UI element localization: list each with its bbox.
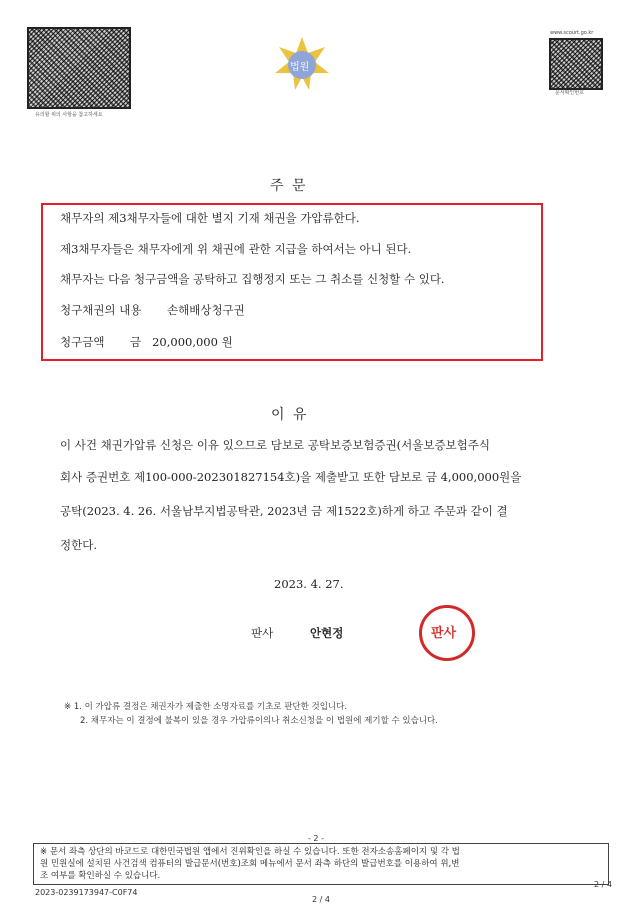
claim-amount: 청구금액 금 20,000,000 원 (60, 335, 233, 349)
qr-caption: 문서확인번호 (555, 90, 584, 96)
barcode-caption: 유의할 위의 사항을 참고하세요 (35, 112, 103, 118)
page-number-right: 2 / 4 (594, 880, 612, 889)
order-line-2: 제3채무자들은 채무자에게 위 채권에 관한 지급을 하여서는 아니 된다. (60, 242, 412, 256)
order-heading: 주 문 (270, 178, 308, 194)
reason-heading: 이 유 (271, 407, 309, 423)
claim-content: 청구채권의 내용 손해배상청구권 (60, 303, 245, 317)
reason-line-4: 정한다. (60, 538, 97, 552)
court-emblem (273, 35, 331, 93)
note-2: 2. 채무자는 이 결정에 불복이 있을 경우 가압류이의나 취소신청을 이 법원에 제기할 수 있습니다. (80, 716, 438, 726)
judge-role: 판사 (251, 626, 274, 640)
page-number: 2 / 4 (312, 895, 330, 904)
decision-date: 2023. 4. 27. (274, 577, 344, 591)
doc-number: 2023-0239173947-C0F74 (35, 888, 138, 897)
footer-line-3: 조 여부를 확인하실 수 있습니다. (40, 871, 161, 881)
order-line-1: 채무자의 제3채무자들에 대한 별지 기재 채권을 가압류한다. (60, 211, 360, 225)
seal-text: 판사 (431, 626, 457, 641)
barcode-image (27, 27, 131, 109)
reason-line-3: 공탁(2023. 4. 26. 서울남부지법공탁관, 2023년 금 제1522호)하게 하고 주문과 같이 결 (60, 504, 508, 518)
judge-seal (419, 605, 475, 661)
page-marker: - 2 - (308, 834, 324, 843)
footer-line-2: 원 민원실에 설치된 사건검색 컴퓨터의 발급문서(번호)조회 메뉴에서 문서 좌측 하단의 발급번호를 이용하여 위,변 (40, 859, 460, 869)
judge-name: 안현정 (310, 626, 344, 640)
order-line-3: 채무자는 다음 청구금액을 공탁하고 집행정지 또는 그 취소를 신청할 수 있다. (60, 272, 445, 286)
qr-code-image (549, 38, 603, 90)
footer-line-1: ※ 문서 좌측 상단의 바코드로 대한민국법원 앱에서 진위확인을 하실 수 있습니다. 또한 전자소송홈페이지 및 각 법 (40, 847, 460, 857)
reason-line-2: 회사 증권번호 제100-000-202301827154호)을 제출받고 또한 담보로 금 4,000,000원을 (60, 470, 522, 484)
emblem-label: 법원 (290, 62, 310, 73)
reason-line-1: 이 사건 채권가압류 신청은 이유 있으므로 담보로 공탁보증보험증권(서울보증보험주식 (60, 438, 490, 452)
site-url: www.scourt.go.kr (550, 30, 594, 36)
note-1: ※ 1. 이 가압류 결정은 채권자가 제출한 소명자료를 기초로 판단한 것입니다. (64, 702, 348, 712)
